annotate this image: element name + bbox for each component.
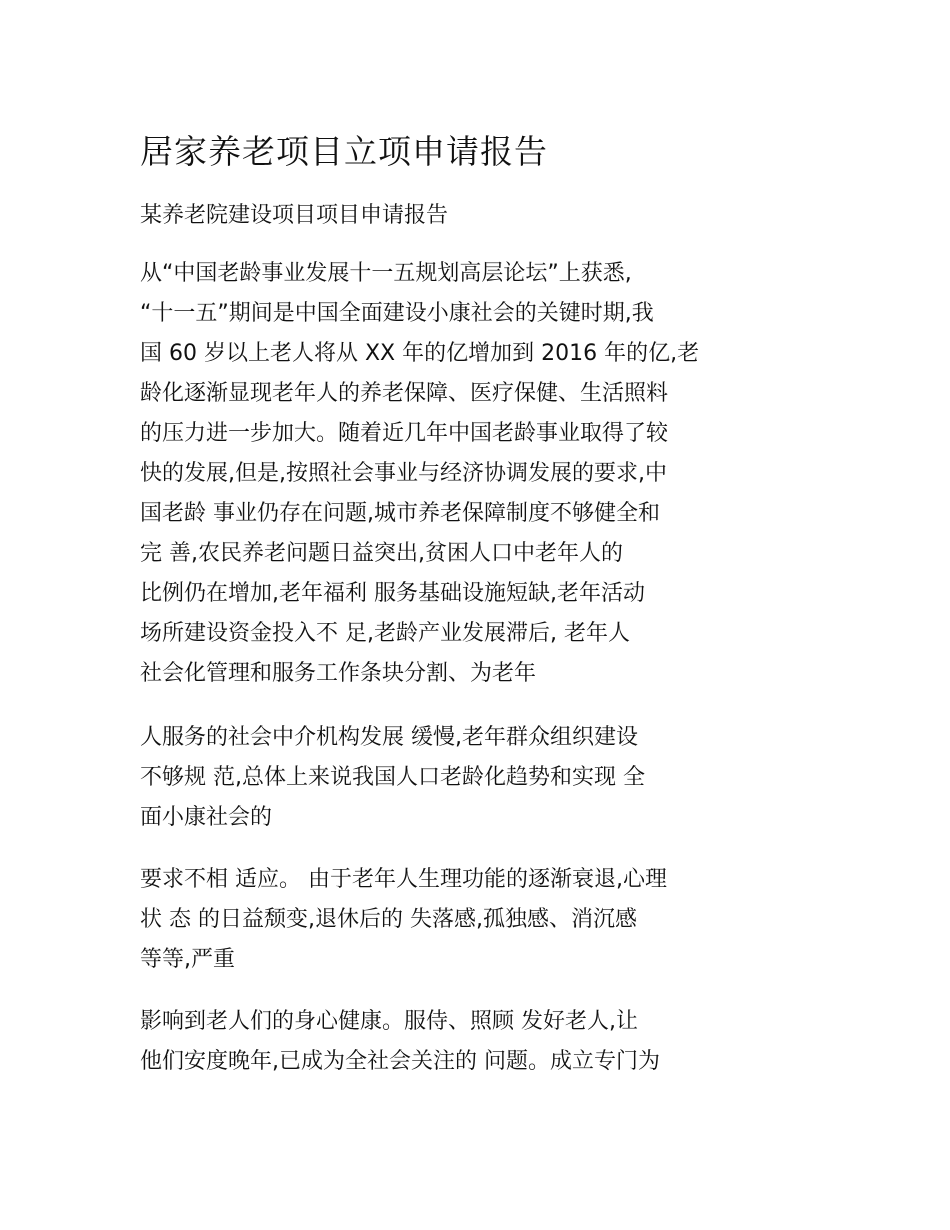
paragraph-line: 场所建设资金投入不 足,老龄产业发展滞后, 老年人	[140, 621, 630, 646]
paragraph-line: 他们安度晚年,已成为全社会关注的 问题。成立专门为	[140, 1049, 660, 1074]
paragraph-3	[140, 860, 820, 980]
paragraph-line: 的压力进一步加大。随着近几年中国老龄事业取得了较	[140, 421, 669, 446]
document-title: 居家养老项目立项申请报告	[140, 132, 548, 171]
paragraph-line: 完 善,农民养老问题日益突出,贫困人口中老年人的	[140, 541, 623, 566]
paragraph-line: 国 60 岁以上老人将从 XX 年的亿增加到 2016 年的亿,老	[140, 341, 700, 366]
paragraph-line: “十一五”期间是中国全面建设小康社会的关键时期,我	[140, 301, 654, 326]
paragraph-line: 状 态 的日益颓变,退休后的 失落感,孤独感、消沉感	[140, 907, 637, 932]
paragraph-line: 社会化管理和服务工作条块分割、为老年	[140, 661, 537, 686]
paragraph-line: 龄化逐渐显现老年人的养老保障、医疗保健、生活照料	[140, 381, 669, 406]
paragraph-line: 不够规 范,总体上来说我国人口老龄化趋势和实现 全	[140, 765, 645, 790]
paragraph-line: 比例仍在增加,老年福利 服务基础设施短缺,老年活动	[140, 581, 645, 606]
paragraph-line: 要求不相 适应。 由于老年人生理功能的逐渐衰退,心理	[140, 867, 667, 892]
paragraph-line: 等等,严重	[140, 947, 235, 972]
paragraph-line: 国老龄 事业仍存在问题,城市养老保障制度不够健全和	[140, 501, 660, 526]
paragraph-line: 影响到老人们的身心健康。服侍、照顾 发好老人,让	[140, 1009, 638, 1034]
paragraph-line: 人服务的社会中介机构发展 缓慢,老年群众组织建设	[140, 725, 638, 750]
document-subtitle: 某养老院建设项目项目申请报告	[140, 203, 449, 228]
paragraph-line: 快的发展,但是,按照社会事业与经济协调发展的要求,中	[140, 461, 667, 486]
paragraph-line: 从“中国老龄事业发展十一五规划高层论坛”上获悉,	[140, 261, 632, 286]
paragraph-4	[140, 1002, 820, 1082]
paragraph-line: 面小康社会的	[140, 805, 273, 830]
paragraph-1	[140, 254, 820, 694]
paragraph-2	[140, 718, 820, 838]
